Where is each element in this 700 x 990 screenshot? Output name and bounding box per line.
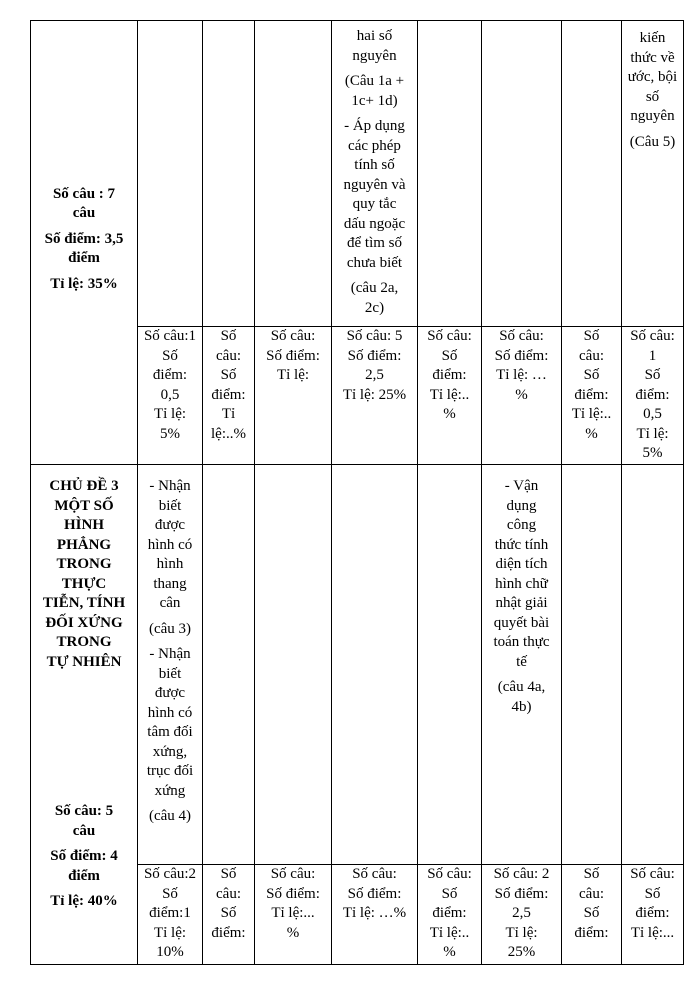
stats-cell: Số câu: Số điểm: Tỉ lệ:.. % xyxy=(562,327,622,465)
section2-percentage: Tỉ lệ: 35% xyxy=(50,275,118,292)
stats-cell: Số câu: Số điểm: Tỉ lệ:... % xyxy=(255,865,332,965)
content-text: - Nhận biết được hình có tâm đối xứng, trục đối xứng xyxy=(146,646,194,799)
content-cell xyxy=(138,21,203,327)
stats-cell: Số câu: Số điểm: Tỉ lệ:.. % xyxy=(418,327,482,465)
content-cell xyxy=(418,465,482,865)
content-cell xyxy=(562,21,622,327)
stats-cell: Số câu: Số điểm: Tỉ lệ:.. % xyxy=(418,865,482,965)
section3-score: Số điểm: 4 điểm xyxy=(50,848,118,884)
content-cell xyxy=(332,465,418,865)
stats-cell: Số câu: Số điểm: Tỉ lệ:..% xyxy=(203,327,255,465)
question-ref: (câu 4) xyxy=(148,808,192,824)
section3-summary-cell xyxy=(31,465,138,965)
stats-cell: Số câu: Số điểm: xyxy=(203,865,255,965)
question-ref: (Câu 5) xyxy=(629,133,676,150)
stats-cell: Số câu: Số điểm: Tỉ lệ: xyxy=(255,327,332,465)
stats-cell: Số câu:2 Số điểm:1 Tỉ lệ: 10% xyxy=(138,865,203,965)
question-ref: (câu 3) xyxy=(148,620,192,637)
section3-percentage: Tỉ lệ: 40% xyxy=(50,893,118,909)
content-cell xyxy=(562,465,622,865)
content-cell-apply xyxy=(332,21,418,327)
stats-cell: Số câu: Số điểm: Tỉ lệ:... xyxy=(622,865,684,965)
stats-cell: Số câu: Số điểm: Tỉ lệ: … % xyxy=(482,327,562,465)
exam-matrix-table xyxy=(30,20,684,965)
stats-cell: Số câu: Số điểm: xyxy=(562,865,622,965)
content-cell xyxy=(482,21,562,327)
content-cell xyxy=(203,465,255,865)
section2-summary-cell xyxy=(31,21,138,465)
content-cell xyxy=(622,465,684,865)
stats-cell: Số câu: Số điểm: Tỉ lệ: …% xyxy=(332,865,418,965)
section2-question-count: Số câu : 7 câu xyxy=(52,185,116,222)
content-cell xyxy=(255,21,332,327)
content-text: hai số nguyên xyxy=(352,28,397,64)
content-text: kiến thức về ước, bội số nguyên xyxy=(627,30,678,124)
content-cell-advanced xyxy=(622,21,684,327)
question-ref: (Câu 1a + 1c+ 1d) xyxy=(344,73,405,109)
section3-content-row xyxy=(31,465,684,865)
section3-title: CHỦ ĐỀ 3 MỘT SỐ HÌNH PHẲNG TRONG THỰC TIỄN, TÍNH ĐỐI XỨNG TRONG TỰ NHIÊN xyxy=(42,478,126,670)
content-text: - Nhận biết được hình có hình thang cân xyxy=(147,478,193,611)
content-cell-recognize xyxy=(138,465,203,865)
section2-content-row xyxy=(31,21,684,327)
question-ref: (câu 4a, 4b) xyxy=(497,679,546,715)
content-text: - Vận dụng công thức tính diện tích hình chữ nhật giải quyết bài toán thực tế xyxy=(493,478,550,670)
content-cell xyxy=(255,465,332,865)
section2-score: Số điểm: 3,5 điểm xyxy=(44,230,124,267)
content-cell xyxy=(203,21,255,327)
stats-cell: Số câu:1 Số điểm: 0,5 Tỉ lệ: 5% xyxy=(138,327,203,465)
section3-summary xyxy=(33,672,135,926)
question-ref: (câu 2a, 2c) xyxy=(350,280,399,316)
stats-cell: Số câu: 2 Số điểm: 2,5 Tỉ lệ: 25% xyxy=(482,865,562,965)
stats-cell: Số câu: 1 Số điểm: 0,5 Tỉ lệ: 5% xyxy=(622,327,684,465)
content-cell xyxy=(418,21,482,327)
section3-question-count: Số câu: 5 câu xyxy=(54,803,114,839)
stats-cell: Số câu: 5 Số điểm: 2,5 Tỉ lệ: 25% xyxy=(332,327,418,465)
content-cell-apply xyxy=(482,465,562,865)
content-text: - Áp dụng các phép tính số nguyên và quy tắc dấu ngoặc để tìm số chưa biết xyxy=(343,118,406,271)
